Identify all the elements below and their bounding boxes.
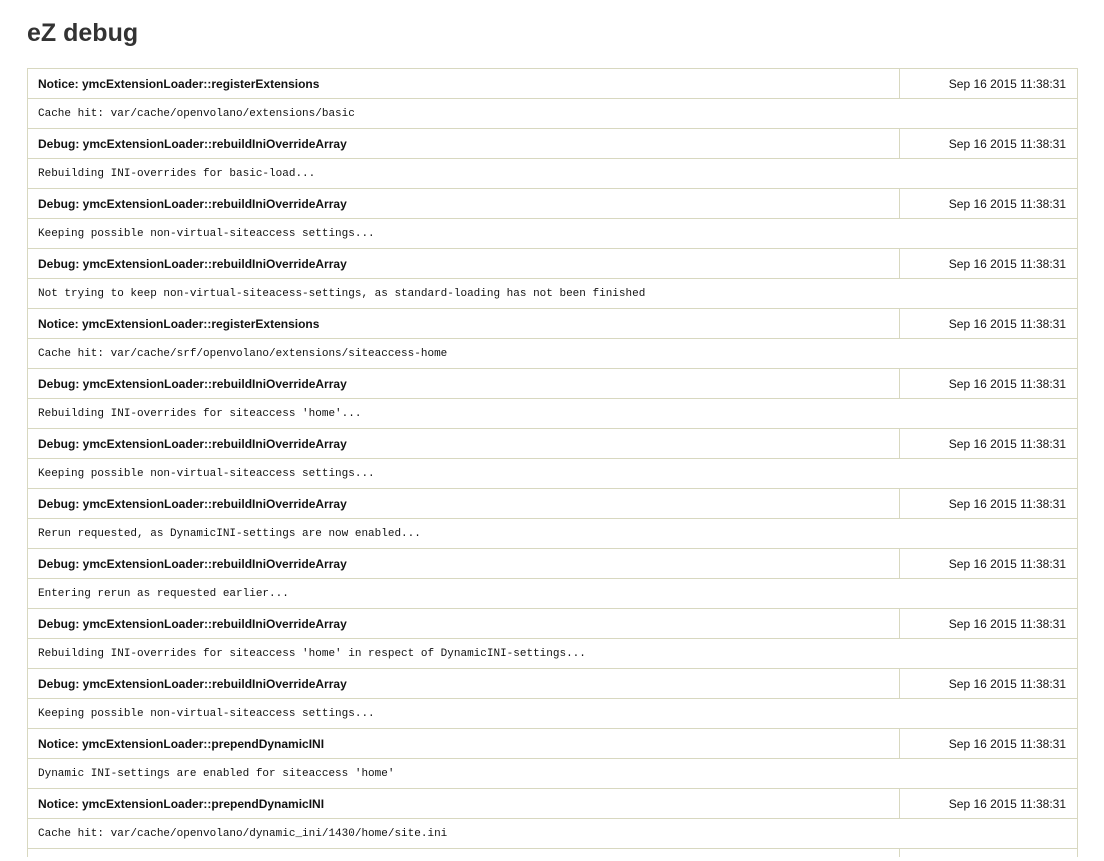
log-entry-message: Keeping possible non-virtual-siteaccess settings... <box>28 219 1078 249</box>
log-entry-title: Debug: ymcExtensionLoader::rebuildIniOverrideArray <box>28 249 900 279</box>
log-entry-timestamp: Sep 16 2015 11:38:31 <box>900 489 1078 519</box>
log-entry-timestamp: Sep 16 2015 11:38:31 <box>900 69 1078 99</box>
log-entry-title: Debug: ymcExtensionLoader::rebuildIniOverrideArray <box>28 429 900 459</box>
log-entry-message: Rebuilding INI-overrides for siteaccess 'home'... <box>28 399 1078 429</box>
debug-log-table <box>27 68 1078 857</box>
log-entry-timestamp-partial <box>900 849 1078 858</box>
log-entry-message: Rebuilding INI-overrides for siteaccess 'home' in respect of DynamicINI-settings... <box>28 639 1078 669</box>
log-entry-title: Debug: ymcExtensionLoader::rebuildIniOverrideArray <box>28 489 900 519</box>
log-entry-title: Notice: ymcExtensionLoader::registerExtensions <box>28 69 900 99</box>
log-entry-message: Keeping possible non-virtual-siteaccess settings... <box>28 699 1078 729</box>
log-entry-title: Debug: ymcExtensionLoader::rebuildIniOverrideArray <box>28 369 900 399</box>
log-entry-timestamp: Sep 16 2015 11:38:31 <box>900 789 1078 819</box>
log-entry-timestamp: Sep 16 2015 11:38:31 <box>900 369 1078 399</box>
log-entry-message: Cache hit: var/cache/srf/openvolano/extensions/siteaccess-home <box>28 339 1078 369</box>
log-entry-message-row <box>28 399 1078 429</box>
log-entry-header-partial <box>28 849 1078 858</box>
log-entry-header <box>28 69 1078 99</box>
log-entry-message-row <box>28 219 1078 249</box>
log-entry-timestamp: Sep 16 2015 11:38:31 <box>900 609 1078 639</box>
log-entry-message-row <box>28 339 1078 369</box>
log-entry-header <box>28 549 1078 579</box>
log-entry-message: Not trying to keep non-virtual-siteacess-settings, as standard-loading has not been finished <box>28 279 1078 309</box>
log-entry-title: Debug: ymcExtensionLoader::rebuildIniOverrideArray <box>28 189 900 219</box>
log-entry-message-row <box>28 279 1078 309</box>
log-entry-header <box>28 369 1078 399</box>
log-entry-header <box>28 789 1078 819</box>
log-entry-message-row <box>28 159 1078 189</box>
log-entry-title: Debug: ymcExtensionLoader::rebuildIniOverrideArray <box>28 129 900 159</box>
log-entry-message-row <box>28 459 1078 489</box>
log-entry-message: Keeping possible non-virtual-siteaccess settings... <box>28 459 1078 489</box>
log-entry-title: Notice: ymcExtensionLoader::prependDynamicINI <box>28 729 900 759</box>
log-entry-message: Entering rerun as requested earlier... <box>28 579 1078 609</box>
log-entry-title: Debug: ymcExtensionLoader::rebuildIniOverrideArray <box>28 549 900 579</box>
log-entry-timestamp: Sep 16 2015 11:38:31 <box>900 249 1078 279</box>
log-entry-title: Debug: ymcExtensionLoader::rebuildIniOverrideArray <box>28 609 900 639</box>
log-entry-message: Dynamic INI-settings are enabled for siteaccess 'home' <box>28 759 1078 789</box>
log-entry-message-row <box>28 99 1078 129</box>
log-entry-title: Notice: ymcExtensionLoader::prependDynamicINI <box>28 789 900 819</box>
log-entry-title-partial <box>28 849 900 858</box>
log-entry-timestamp: Sep 16 2015 11:38:31 <box>900 309 1078 339</box>
log-entry-message-row <box>28 639 1078 669</box>
log-entry-header <box>28 729 1078 759</box>
log-entry-timestamp: Sep 16 2015 11:38:31 <box>900 189 1078 219</box>
log-entry-header <box>28 429 1078 459</box>
log-entry-header <box>28 669 1078 699</box>
log-entry-timestamp: Sep 16 2015 11:38:31 <box>900 669 1078 699</box>
log-entry-header <box>28 189 1078 219</box>
log-entry-timestamp: Sep 16 2015 11:38:31 <box>900 129 1078 159</box>
log-entry-message-row <box>28 819 1078 849</box>
log-entry-header <box>28 609 1078 639</box>
log-entry-message-row <box>28 759 1078 789</box>
log-entry-message-row <box>28 519 1078 549</box>
log-entry-header <box>28 489 1078 519</box>
log-entry-timestamp: Sep 16 2015 11:38:31 <box>900 549 1078 579</box>
log-entry-message: Cache hit: var/cache/openvolano/dynamic_ini/1430/home/site.ini <box>28 819 1078 849</box>
log-entry-message: Rerun requested, as DynamicINI-settings are now enabled... <box>28 519 1078 549</box>
log-entry-header <box>28 309 1078 339</box>
log-entry-message-row <box>28 699 1078 729</box>
log-entry-timestamp: Sep 16 2015 11:38:31 <box>900 729 1078 759</box>
log-entry-title: Notice: ymcExtensionLoader::registerExtensions <box>28 309 900 339</box>
log-entry-message: Rebuilding INI-overrides for basic-load... <box>28 159 1078 189</box>
page-title: eZ debug <box>27 19 139 47</box>
debug-log-body <box>28 69 1078 858</box>
log-entry-message-row <box>28 579 1078 609</box>
log-entry-message: Cache hit: var/cache/openvolano/extensions/basic <box>28 99 1078 129</box>
log-entry-header <box>28 129 1078 159</box>
log-entry-timestamp: Sep 16 2015 11:38:31 <box>900 429 1078 459</box>
log-entry-title: Debug: ymcExtensionLoader::rebuildIniOverrideArray <box>28 669 900 699</box>
log-entry-header <box>28 249 1078 279</box>
